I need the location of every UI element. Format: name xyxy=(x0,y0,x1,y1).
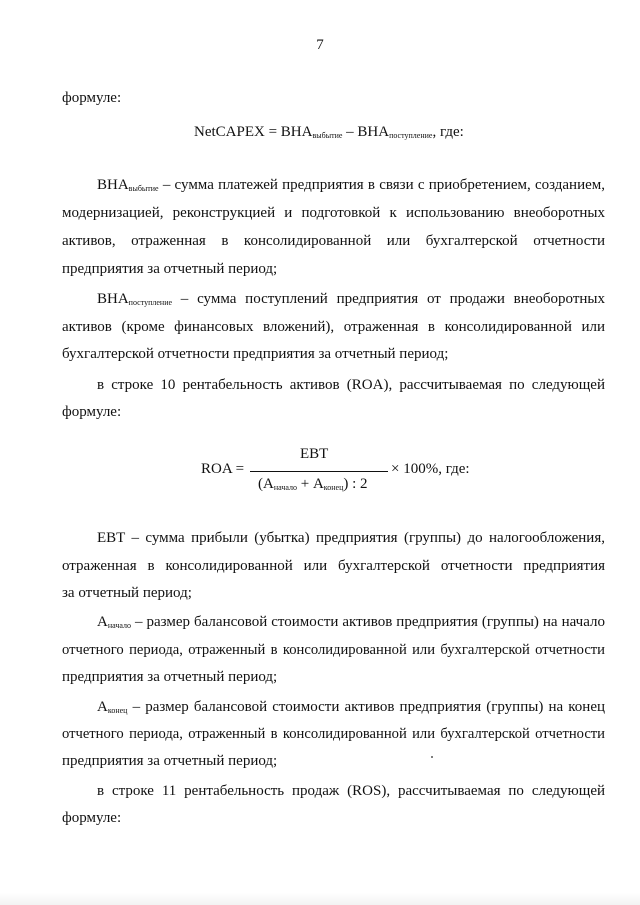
definition-line: бухгалтерской отчетности предприятия за отчетный период; xyxy=(62,346,449,362)
formula-netcapex: NetCAPEX = $ВНА_{выбытие} - ВНА_{поступление}$, где: xyxy=(194,124,464,140)
definition-line: модернизацией, реконструкцией и подготовкой к использованию внеоборотных xyxy=(62,205,605,221)
scan-speck xyxy=(431,756,433,758)
definition-line: предприятия за отчетный период; xyxy=(62,261,278,277)
definition-line: отчетного периода, отраженный в консолидированной или бухгалтерской отчетности xyxy=(62,726,605,742)
paragraph-line: в строке 10 рентабельность активов (ROA), рассчитываемая по следующей xyxy=(97,377,605,393)
definition-line: EBT – сумма прибыли (убытка) предприятия (группы) до налогообложения, xyxy=(97,530,605,546)
definition-line: отраженная в консолидированной или бухгалтерской отчетности предприятия xyxy=(62,558,605,574)
formula-denominator: $(А_{начало} + А_{конец})$ : 2 xyxy=(258,476,368,492)
scan-bottom-edge xyxy=(0,893,640,905)
definition-line: отчетного периода, отраженный в консолидированной или бухгалтерской отчетности xyxy=(62,642,605,658)
definition-line: предприятия за отчетный период; xyxy=(62,669,278,685)
intro-text: формуле: xyxy=(62,90,122,106)
definition-line: $ВНА_{поступление}$ – сумма поступлений предприятия от продажи внеоборотных xyxy=(97,291,605,307)
formula-tail: × 100%, где: xyxy=(391,461,470,477)
paragraph-line: формуле: xyxy=(62,404,122,420)
page-number: 7 xyxy=(316,37,324,53)
paragraph-line: в строке 11 рентабельность продаж (ROS), рассчитываемая по следующей xyxy=(97,783,605,799)
paragraph-line: формуле: xyxy=(62,810,122,826)
definition-line: за отчетный период; xyxy=(62,585,192,601)
formula-lhs: ROA = xyxy=(201,461,245,477)
definition-line: $А_{начало}$ – размер балансовой стоимости активов предприятия (группы) на начало xyxy=(97,614,605,630)
definition-line: $ВНА_{выбытие}$ – сумма платежей предприятия в связи с приобретением, созданием, xyxy=(97,177,605,193)
definition-line: активов, отраженная в консолидированной или бухгалтерской отчетности xyxy=(62,233,605,249)
definition-line: активов (кроме финансовых вложений), отраженная в консолидированной или xyxy=(62,319,605,335)
definition-line: $А_{конец}$ – размер балансовой стоимости активов предприятия (группы) на конец xyxy=(97,699,605,715)
formula-numerator: EBT xyxy=(300,446,329,462)
fraction-bar xyxy=(250,471,388,472)
definition-line: предприятия за отчетный период; xyxy=(62,753,278,769)
